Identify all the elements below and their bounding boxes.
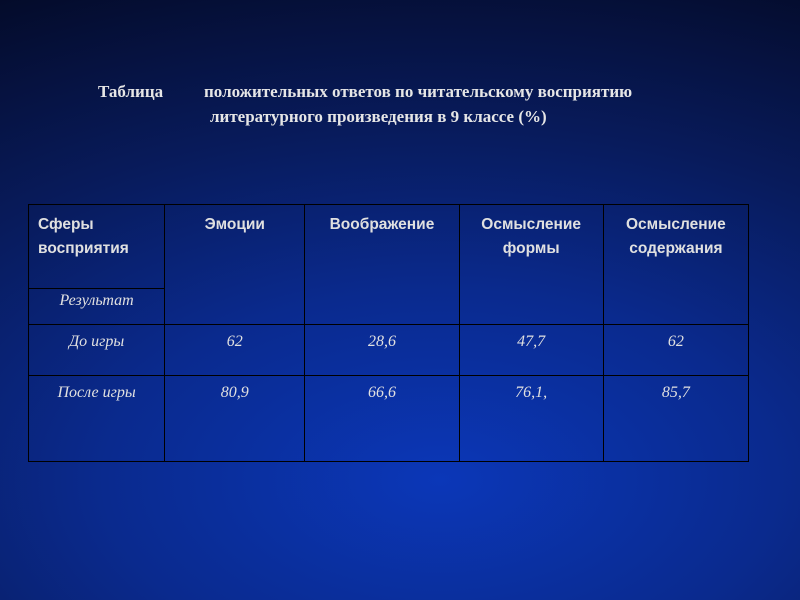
table-row — [29, 325, 749, 376]
table-cell: 62 — [603, 325, 748, 376]
table-cell: 47,7 — [459, 325, 603, 376]
title-line-2: литературного произведения в 9 классе (%) — [210, 106, 547, 126]
table-cell: 66,6 — [305, 376, 459, 462]
corner-header: Сферы восприятия — [29, 205, 165, 289]
column-header-emotions: Эмоции — [165, 205, 305, 325]
column-header-content: Осмысление содержания — [603, 205, 748, 325]
results-table — [28, 204, 749, 462]
result-label: Результат — [29, 289, 165, 325]
row-label-after: После игры — [29, 376, 165, 462]
row-label-before: До игры — [29, 325, 165, 376]
table-row — [29, 376, 749, 462]
table-cell: 80,9 — [165, 376, 305, 462]
title-word: Таблица — [98, 82, 164, 101]
table-cell: 85,7 — [603, 376, 748, 462]
title-line-1-text: положительных ответов по читательскому восприятию — [204, 82, 633, 101]
column-header-imagination: Воображение — [305, 205, 459, 325]
table-cell: 76,1, — [459, 376, 603, 462]
table-header-row — [29, 205, 749, 289]
table-cell: 62 — [165, 325, 305, 376]
title-line-1 — [98, 80, 778, 105]
slide-title — [98, 80, 778, 129]
column-header-form: Осмысление формы — [459, 205, 603, 325]
table-cell: 28,6 — [305, 325, 459, 376]
